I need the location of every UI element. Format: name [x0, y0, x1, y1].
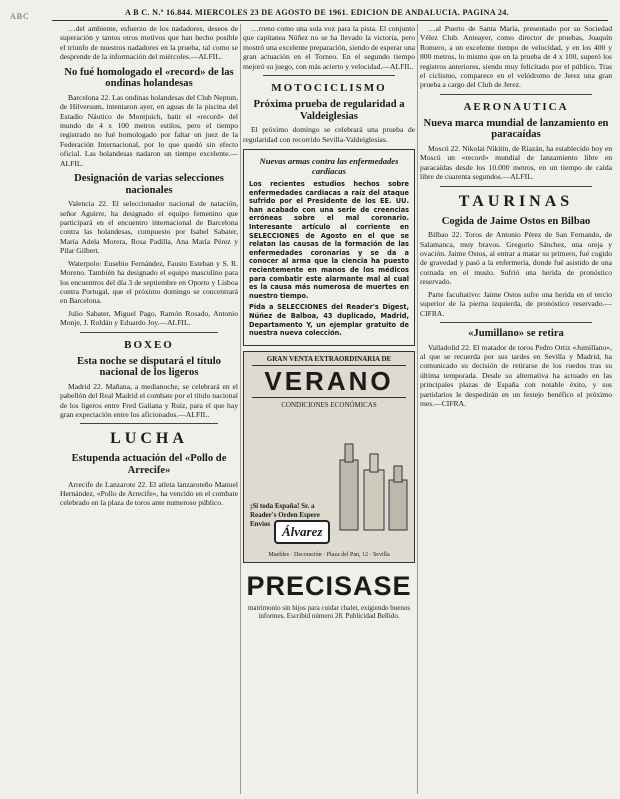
- section-heading: MOTOCICLISMO: [271, 82, 387, 95]
- column-left: [60, 24, 238, 794]
- article-text: Waterpolo: Eusebio Fernández, Fausto Esteban y S. R. Moreno. También ha designado el equipo masculino para los encuentros del día 3 de septiembre en Oporto y Lisboa contra Portugal, que el próximo domingo se concentrará en Barcelona.: [60, 258, 238, 306]
- headline: Esta noche se disputará el título nacional de los ligeros: [77, 355, 221, 379]
- bottles-illustration-icon: [334, 430, 412, 540]
- article-text: Bilbao 22. Toros de Antonio Pérez de San Fernando, de Salamanca, muy bravos. Gregorio Sánchez, una oreja y ovación. Jaime Ostos, al entrar a matar su primero, fué cogido de gravedad y pasó a la enfermería, donde fué asistido de una cornada en el muslo. Sufrió una herida de pronóstico reservado.: [420, 230, 612, 287]
- headline: Próxima prueba de regularidad a Valdeiglesias: [253, 99, 405, 122]
- article-text: Moscú 22. Nikolai Nikitin, de Riazán, ha establecido hoy en Moscú un «record» mundial de lanzamiento libre en paracaídas desde los 10.000 metros, en un tiempo de caída libre de cuarenta segundos.—ALFIL.: [420, 144, 612, 182]
- ad-top-line: GRAN VENTA EXTRAORDINARIA DE: [266, 354, 392, 363]
- article-text: …al Puerto de Santa María, presentado por su Sociedad Vélez Club. Anteayer, como director de pruebas, Joaquín Romero, a un excelente tiempo de velocidad, y en los 400 y 800 metros, lo mismo que en la prueba de 4 x 100, superó los registros anteriores, siendo muy felicitado por el público. Tras el ciclismo, comparece en el velódromo de Jerez una gran prueba a cargo del Club de Jerez.: [420, 24, 612, 90]
- classified-heading: PRECISASE: [246, 570, 412, 601]
- section-heading: TAURINAS: [458, 192, 574, 210]
- headline: Designación de varias selecciones nacionales: [74, 173, 224, 196]
- article-text: Valencia 22. El seleccionador nacional de natación, señor Aguirre, ha designado el equipo femenino que participará en el encuentro internacional de Barcelona contra las holandesas, compuesto por Isabel Sabater, María Adela Morera, Rosa Padilla, Ana María Pérez y Pilar Gilbert.: [60, 199, 238, 256]
- headline: Cogida de Jaime Ostos en Bilbao: [441, 215, 591, 227]
- section-heading: AERONAUTICA: [463, 100, 569, 113]
- box-title: Nuevas armas contra las enfermedades cardiacas: [259, 156, 399, 177]
- article-text: Valladolid 22. El matador de toros Pedro Ortiz «Jumillano», al que se recuerda por sus tardes en Sevilla y Madrid, ha comunicado su decisión de retirarse de los ruedos tras su última temporada. Desde su alternativa ha actuado en las principales plazas de España con notable éxito, y sus partidarios le despedirán en un festejo benéfico el próximo mes.—CIFRA.: [420, 342, 612, 408]
- article-text: Barcelona 22. Las ondinas holandesas del Club Neptun, de Hilversum, intentaron ayer, en aguas de la piscina del Estadio Náutico de Montjuich, batir el «record» del mundo de 4 x 100 metros estilos, pero el tiempo registrado no fué homologado por faltar un juez de la Federación Internacional, por lo que quedó sin efecto oficial. Las holandesas nadaron un tiempo excelente.—ALFIL.: [60, 92, 238, 168]
- article-text: Parte facultativo: Jaime Ostos sufre una herida en el tercio superior de la pierna izquierda, de pronóstico reservado.—CIFRA.: [420, 289, 612, 318]
- column-right: [420, 24, 612, 794]
- classified-text: matrimonio sin hijos para cuidar chalet, exigiendo buenos informes. Escribid número 28. Publicidad Bellido.: [247, 603, 411, 621]
- box-text: Pida a SELECCIONES del Reader's Digest, Núñez de Balboa, 43 duplicado, Madrid, Departamento Y, un ejemplar gratuito de nuestra nueva colección.: [249, 303, 409, 338]
- ad-subtitle: CONDICIONES ECONÓMICAS: [281, 400, 377, 409]
- divider: [263, 75, 395, 76]
- article-text: Arrecife de Lanzarote 22. El atleta lanzaroteño Manuel Hernández, «Pollo de Arrecife», ha vencido en el combate celebrado en la plaza de toros ante numeroso público.: [60, 479, 238, 508]
- article-text: Madrid 22. Mañana, a medianoche, se celebrará en el pabellón del Real Madrid el combate por el título nacional de los ligeros entre Fred Galiana y Ruiz, para el que hay gran expectación entre los aficionados.—ALFIL.: [60, 381, 238, 419]
- article-text: Julio Sabater, Miguel Pago, Ramón Rosado, Antonio Monje, J. Roldán y Eduardo Joy.—ALFIL.: [60, 308, 238, 328]
- ad-title: VERANO: [252, 365, 406, 398]
- section-heading: BOXEO: [124, 338, 174, 351]
- box-text: Los recientes estudios hechos sobre enfermedades cardiacas a raíz del ataque sufrido por el Presidente de los EE. UU. han acabado con una serie de creencias erróneas sobre el mal coronario. Interesante artículo al corriente en SELECCIONES de Agosto en el que se relatan las causas de la formación de las enfermedades coronarias y se da a conocer al arma que la ciencia ha puesto recientemente en manos de los médicos para combatir este alarmante mal al cual es la causa más numerosa de muertes en nuestro tiempo.: [249, 180, 409, 300]
- ad-label: ¡Si toda España! Sr. a Reader's Orden Espere Envíos: [250, 501, 320, 528]
- ad-brand-logo: Álvarez: [274, 520, 330, 544]
- advert-alvarez: [243, 351, 415, 563]
- ad-footer: Muebles · Decoración · Plaza del Pan, 12 · Sevilla: [268, 551, 390, 558]
- divider: [440, 322, 592, 323]
- divider: [80, 332, 218, 333]
- column-divider: [240, 24, 241, 794]
- top-mark: ABC: [10, 12, 30, 21]
- headline: «Jumillano» se retira: [468, 327, 564, 339]
- article-text: …rreno como una sola voz para la pista. El conjunto que capitanea Núñez no se ha llevado la victoria, pero mostró una excelente preparación, siendo de esperar una gran actuación en el Torneo. En el segundo tiempo mejoró su juego, con más acierto y velocidad.—ALFIL.: [243, 24, 415, 71]
- boxed-advert-selecciones: [243, 149, 415, 346]
- column-middle: [243, 24, 415, 794]
- headline: Nueva marca mundial de lanzamiento en paracaídas: [423, 117, 609, 141]
- headline: No fué homologado el «record» de las ondinas holandesas: [64, 66, 234, 90]
- article-text: El próximo domingo se celebrará una prueba de regularidad con recorrido Sevilla-Valdeiglesias.: [243, 125, 415, 144]
- divider: [440, 94, 592, 95]
- header-rule: [52, 20, 608, 21]
- column-divider: [417, 24, 418, 794]
- headline: Estupenda actuación del «Pollo de Arrecife»: [71, 453, 227, 476]
- page-header: A B C. N.º 16.844. MIERCOLES 23 DE AGOSTO DE 1961. EDICION DE ANDALUCIA. PAGINA 24.: [125, 8, 509, 17]
- divider: [80, 423, 218, 424]
- article-text: …del ambiente, esfuerzo de los nadadores, deseos de superación y tantos otros motivos que han hecho posible el triunfo de nuestros nadadores en la prueba, tal como se desprende de la información del miércoles.—ALFIL.: [60, 24, 238, 62]
- section-heading: LUCHA: [110, 430, 188, 448]
- divider: [440, 186, 592, 187]
